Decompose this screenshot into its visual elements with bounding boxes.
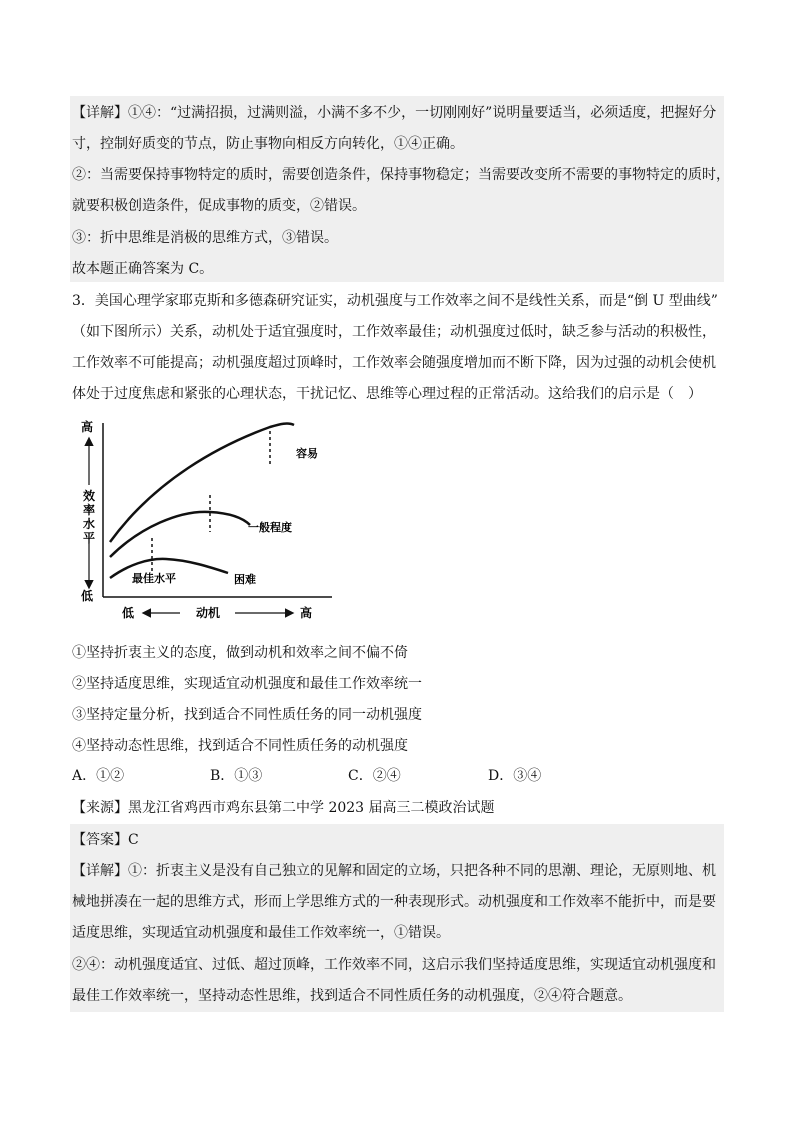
prev-analysis-shade: [70, 96, 724, 282]
x-left-label: 低: [122, 606, 135, 620]
peak-label-best-level: 最佳水平: [132, 572, 176, 585]
y-axis-label-char: 效: [83, 489, 96, 503]
statement-4: ④坚持动态性思维，找到适合不同性质任务的动机强度: [72, 738, 408, 754]
analysis-line-4: ②④：动机强度适宜、过低、超过顶峰，工作效率不同，这启示我们坚持适度思维，实现适宜动机强度和: [72, 957, 716, 973]
prev-analysis-line-4: 就要积极创造条件，促成事物的质变，②错误。: [72, 198, 366, 214]
option-a: A．①②: [72, 768, 125, 784]
y-axis-label-char: 率: [83, 503, 96, 517]
source: 【来源】黑龙江省鸡西市鸡东县第二中学 2023 届高三二模政治试题: [72, 800, 495, 816]
x-right-label: 高: [300, 606, 313, 620]
prev-analysis-line-5: ③：折中思维是消极的思维方式，③错误。: [72, 230, 338, 246]
statement-2: ②坚持适度思维，实现适宜动机强度和最佳工作效率统一: [72, 676, 422, 692]
option-b: B．①③: [210, 768, 263, 784]
statement-3: ③坚持定量分析，找到适合不同性质任务的同一动机强度: [72, 707, 422, 723]
question-line-3: 工作效率不可能提高；动机强度超过顶峰时，工作效率会随强度增加而不断下降，因为过强的动机会使机: [72, 355, 716, 371]
analysis-line-2: 械地拼凑在一起的思维方式，形而上学思维方式的一种表现形式。动机强度和工作效率不能折中，而是要: [72, 894, 716, 910]
series-label-hard: 困难: [234, 573, 256, 586]
answer: 【答案】C: [72, 832, 139, 848]
analysis-line-3: 适度思维，实现适宜动机强度和最佳工作效率统一，①错误。: [72, 925, 450, 941]
curve-medium: [110, 512, 250, 557]
answer-analysis-shade: [70, 824, 724, 1012]
question-line-2: （如下图所示）关系，动机处于适宜强度时，工作效率最佳；动机强度过低时，缺乏参与活动的积极性，: [72, 324, 716, 340]
series-label-medium: 一般程度: [248, 521, 292, 534]
analysis-line-5: 最佳工作效率统一，坚持动态性思维，找到适合不同性质任务的动机强度，②④符合题意。: [72, 988, 632, 1004]
y-top-label: 高: [81, 420, 94, 434]
motivation-efficiency-chart: [70, 415, 340, 625]
statement-1: ①坚持折衷主义的态度，做到动机和效率之间不偏不倚: [72, 645, 408, 661]
y-axis-label-char: 平: [83, 531, 96, 545]
series-label-easy: 容易: [296, 447, 318, 460]
prev-analysis-line-3: ②：当需要保持事物特定的质时，需要创造条件，保持事物稳定；当需要改变所不需要的事物特定的质时，: [72, 167, 730, 183]
option-c: C．②④: [348, 768, 401, 784]
prev-analysis-line-1: 【详解】①④：“过满招损，过满则溢，小满不多不少，一切刚刚好”说明量要适当，必须适度，把握好分: [72, 105, 717, 121]
y-axis-label: [83, 488, 95, 545]
option-d: D．③④: [488, 768, 542, 784]
prev-analysis-line-2: 寸，控制好质变的节点，防止事物向相反方向转化，①④正确。: [72, 136, 464, 152]
y-bottom-label: 低: [81, 589, 94, 603]
question-line-4: 体处于过度焦虑和紧张的心理状态，干扰记忆、思维等心理过程的正常活动。这给我们的启示是（ ）: [72, 386, 702, 402]
y-axis-label-char: 水: [83, 517, 96, 531]
prev-analysis-conclusion: 故本题正确答案为 C。: [72, 261, 214, 277]
question-line-1: 3．美国心理学家耶克斯和多德森研究证实，动机强度与工作效率之间不是线性关系，而是“倒 U 型曲线”: [72, 293, 718, 309]
analysis-line-1: 【详解】①：折衷主义是没有自己独立的见解和固定的立场，只把各种不同的思潮、理论，无原则地、机: [72, 863, 716, 879]
x-axis-label: 动机: [196, 606, 221, 620]
